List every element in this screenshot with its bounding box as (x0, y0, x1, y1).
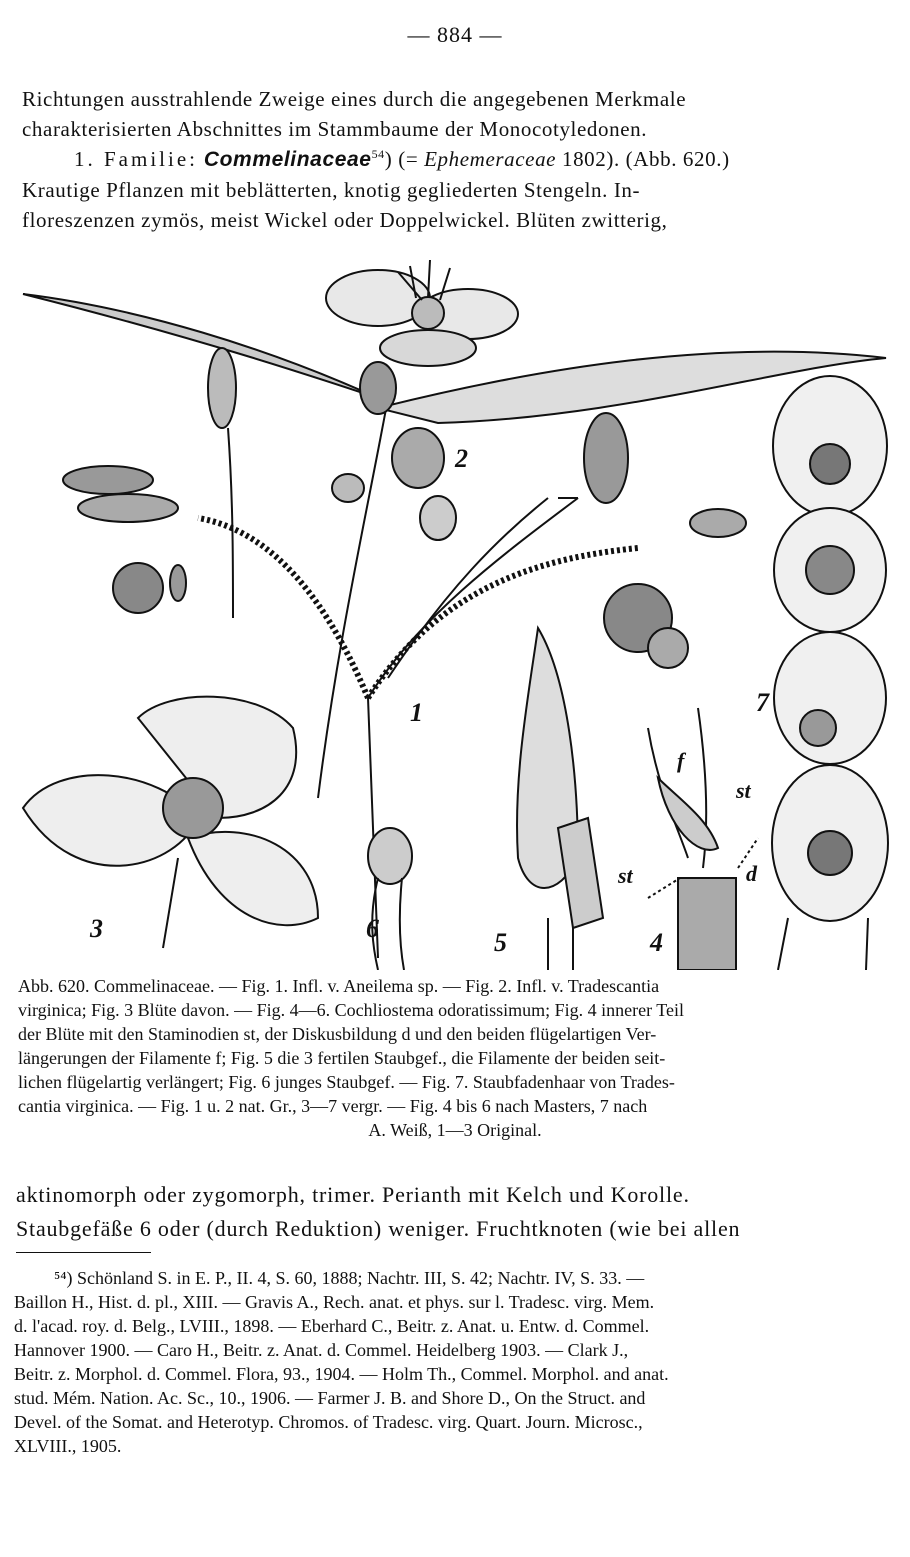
label-fig2: 2 (455, 444, 468, 473)
family-eq: ) (= (384, 147, 419, 171)
label-fig5: 5 (494, 928, 507, 957)
footnote (14, 1266, 890, 1458)
intro-line-5: floreszenzen zymös, meist Wickel oder Doppelwickel. Blüten zwitterig, (22, 208, 668, 232)
intro-paragraph (22, 84, 890, 235)
fig2-stem (318, 398, 388, 798)
footnote-line-2: Baillon H., Hist. d. pl., XIII. — Gravis A., Rech. anat. et phys. sur l. Tradesc. virg. Mem. (14, 1292, 655, 1312)
fig6-young-stamen (368, 828, 412, 970)
caption-line-1: Abb. 620. Commelinaceae. — Fig. 1. Infl. v. Aneilema sp. — Fig. 2. Infl. v. Tradescantia (18, 976, 660, 996)
intro-line-3 (22, 144, 890, 175)
label-f: f (677, 748, 685, 773)
fig2-flower (326, 260, 518, 366)
fig4-inner-flower (648, 708, 758, 970)
fig1-left-inflorescence (63, 466, 368, 698)
label-fig3: 3 (90, 914, 103, 943)
figure-caption (18, 974, 892, 1142)
caption-line-5: lichen flügelartig verlängert; Fig. 6 junges Staubgef. — Fig. 7. Staubfadenhaar von Trades- (18, 1072, 675, 1092)
caption-line-6: cantia virginica. — Fig. 1 u. 2 nat. Gr., 3—7 vergr. — Fig. 4 bis 6 nach Masters, 7 nach (18, 1096, 648, 1116)
footnote-divider (16, 1252, 151, 1253)
label-fig1: 1 (410, 698, 423, 727)
body-line-2: Staubgefäße 6 oder (durch Reduktion) weniger. Fruchtknoten (wie bei allen (16, 1216, 741, 1241)
page-number: — 884 — (407, 22, 503, 47)
footnote-line-1: ⁵⁴) Schönland S. in E. P., II. 4, S. 60, 1888; Nachtr. III, S. 42; Nachtr. IV, S. 33. — (54, 1268, 645, 1288)
fig7-staminal-hair (772, 376, 888, 970)
footnote-line-8: XLVIII., 1905. (14, 1436, 122, 1456)
footnote-line-3: d. l'acad. roy. d. Belg., LVIII., 1898. — Eberhard C., Beitr. z. Anat. u. Entw. d. Commel. (14, 1316, 650, 1336)
leaf-left (23, 294, 378, 398)
label-fig4: 4 (650, 928, 663, 957)
body-line-1: aktinomorph oder zygomorph, trimer. Perianth mit Kelch und Korolle. (16, 1182, 690, 1207)
caption-line-7: A. Weiß, 1—3 Original. (368, 1120, 542, 1140)
label-fig6: 6 (366, 914, 379, 943)
label-st-upper: st (736, 778, 751, 803)
intro-line-4: Krautige Pflanzen mit beblätterten, knotig gegliederten Stengeln. In- (22, 178, 641, 202)
intro-line-1: Richtungen ausstrahlende Zweige eines durch die angegebenen Merkmale (22, 87, 687, 111)
body-paragraph (16, 1178, 890, 1246)
fig3-open-flower (23, 697, 318, 948)
footnote-line-7: Devel. of the Somat. and Heterotyp. Chromos. of Tradesc. virg. Quart. Journ. Microsc., (14, 1412, 643, 1432)
botanical-illustration (18, 258, 892, 970)
family-name: Commelinaceae (203, 148, 372, 171)
family-suffix: 1802). (Abb. 620.) (561, 147, 730, 171)
family-synonym: Ephemeraceae (424, 147, 557, 171)
label-d: d (746, 861, 757, 886)
label-fig7: 7 (756, 688, 769, 717)
fig5-fertile-stamens (517, 628, 603, 970)
footnote-ref: 54 (371, 147, 385, 161)
footnote-line-5: Beitr. z. Morphol. d. Commel. Flora, 93., 1904. — Holm Th., Commel. Morphol. and anat. (14, 1364, 669, 1384)
botanical-figure (18, 258, 892, 970)
intro-line-2: charakterisierten Abschnittes im Stammbaume der Monocotyledonen. (22, 117, 648, 141)
caption-line-2: virginica; Fig. 3 Blüte davon. — Fig. 4—6. Cochliostema odoratissimum; Fig. 4 innerer Teil (18, 1000, 685, 1020)
caption-line-4: längerungen der Filamente f; Fig. 5 die 3 fertilen Staubgef., die Filamente der beiden seit- (18, 1048, 666, 1068)
label-st-lower: st (618, 863, 633, 888)
footnote-line-4: Hannover 1900. — Caro H., Beitr. z. Anat. d. Commel. Heidelberg 1903. — Clark J., (14, 1340, 629, 1360)
family-prefix: 1. Familie: (74, 147, 198, 171)
footnote-line-6: stud. Mém. Nation. Ac. Sc., 10., 1906. — Farmer J. B. and Shore D., On the Struct. and (14, 1388, 646, 1408)
caption-line-3: der Blüte mit den Staminodien st, der Diskusbildung d und den beiden flügelartigen Ver- (18, 1024, 657, 1044)
